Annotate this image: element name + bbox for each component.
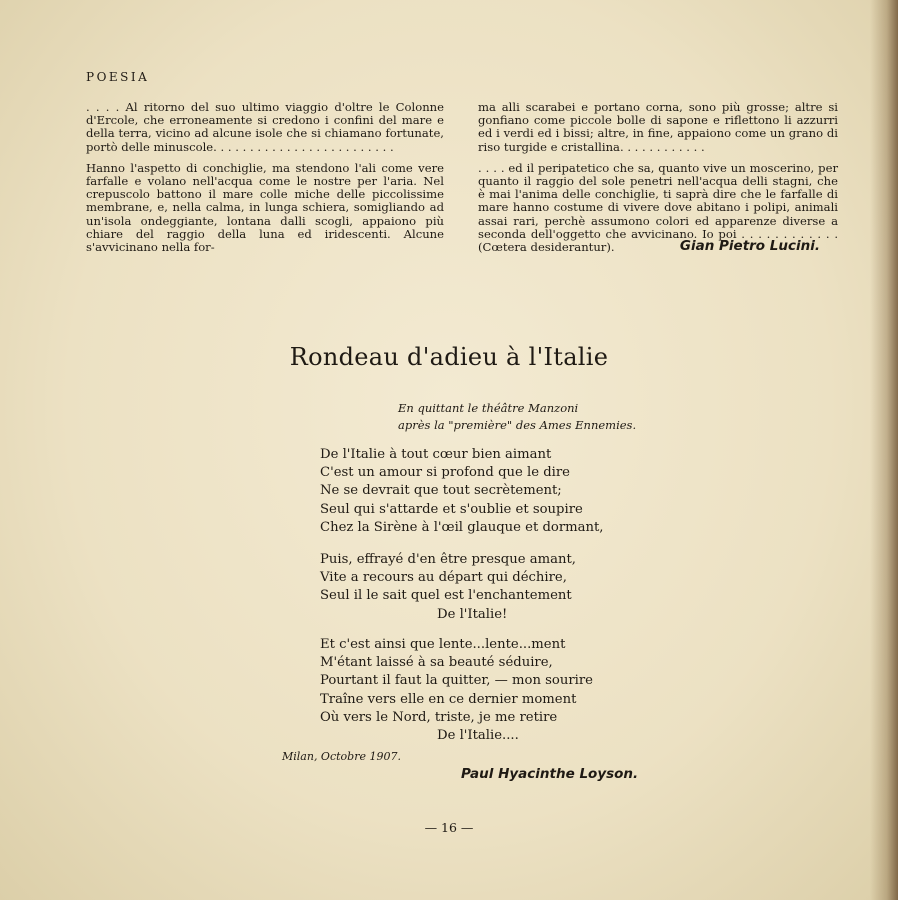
page-binding-shadow (870, 0, 898, 900)
prose-paragraph: . . . . ed il peripatetico che sa, quanto vive un moscerino, per quanto il raggio del sole penetri nell'acqua delli stagni, che è mai l'anima delle conchiglie, ti saprà dire che le farfalle di mare hanno costume di vivere dove abitano i polipi, animali assai rari, perchè assumono colori ed apparenze diverse a seconda dell'oggetto che avvicinano. Io poi . . . . . . . . . . . . (Cœtera desiderantur). (478, 160, 838, 255)
poem-line: Seul qui s'attarde et s'oublie et soupire (320, 501, 583, 517)
prose-left-column (86, 101, 444, 262)
poem-line: Pourtant il faut la quitter, — mon sourire (320, 673, 593, 689)
poem-line: Et c'est ainsi que lente...lente...ment (320, 637, 566, 652)
poem-line: De l'Italie à tout cœur bien aimant (320, 447, 552, 462)
poem-refrain: De l'Italie.... (437, 728, 519, 744)
page-number: — 16 — (424, 820, 474, 835)
poem-line: Traîne vers elle en ce dernier moment (320, 691, 577, 707)
prose-paragraph: ma alli scarabei e portano corna, sono più grosse; altre si gonfiano come piccole bolle di sapone e riflettono li azzurri ed i verdi ed i bissi; altre, in fine, appaiono come un grano di riso turgide e cristallina. . . . . . . . . . . . (478, 100, 838, 154)
dedication-line: après la "première" des Ames Ennemies. (398, 418, 637, 432)
prose-author-signature: Gian Pietro Lucini. (679, 238, 820, 254)
poem-line: C'est un amour si profond que le dire (320, 465, 570, 481)
poem-author-signature: Paul Hyacinthe Loyson. (461, 766, 639, 782)
poem-title: Rondeau d'adieu à l'Italie (289, 343, 609, 371)
poem-line: Où vers le Nord, triste, je me retire (320, 709, 558, 725)
poem-stanza-3 (320, 636, 593, 745)
poem-place-date: Milan, Octobre 1907. (282, 750, 401, 763)
poem-stanza-1 (320, 446, 604, 537)
poem-refrain: De l'Italie! (437, 606, 508, 622)
poem-dedication (398, 400, 636, 434)
section-header: POESIA (86, 70, 150, 84)
prose-paragraph: . . . . Al ritorno del suo ultimo viaggio d'oltre le Colonne d'Ercole, che erroneamente si credono i confini del mare e della terra, vicino ad alcune isole che si chiamano fortunate, portò delle minuscole. . . . . . . . . . . . . . . . . . . . . . . . . (86, 100, 444, 154)
poem-line: M'étant laissé à sa beauté séduire, (320, 655, 553, 671)
poem-line: Seul il le sait quel est l'enchantement (320, 588, 572, 604)
dedication-line: En quittant le théâtre Manzoni (398, 401, 579, 415)
poem-line: Vite a recours au départ qui déchire, (320, 570, 567, 586)
poem-line: Ne se devrait que tout secrètement; (320, 483, 562, 499)
poem-line: Chez la Sirène à l'œil glauque et dormant, (320, 519, 604, 535)
prose-paragraph: Hanno l'aspetto di conchiglie, ma stendono l'ali come vere farfalle e volano nell'acqua come le nostre per l'aria. Nel crepuscolo battono il mare colle miche delle piccolissime membrane, e, nella calma, in lunga schiera, somigliando ad un'isola ondeggiante, lontana dalli scogli, appaiono più chiare del raggio della luna ed iridescenti. Alcune s'avvicinano nella for- (86, 160, 444, 255)
poem-stanza-2 (320, 551, 576, 624)
poem-line: Puis, effrayé d'en être presque amant, (320, 552, 576, 567)
